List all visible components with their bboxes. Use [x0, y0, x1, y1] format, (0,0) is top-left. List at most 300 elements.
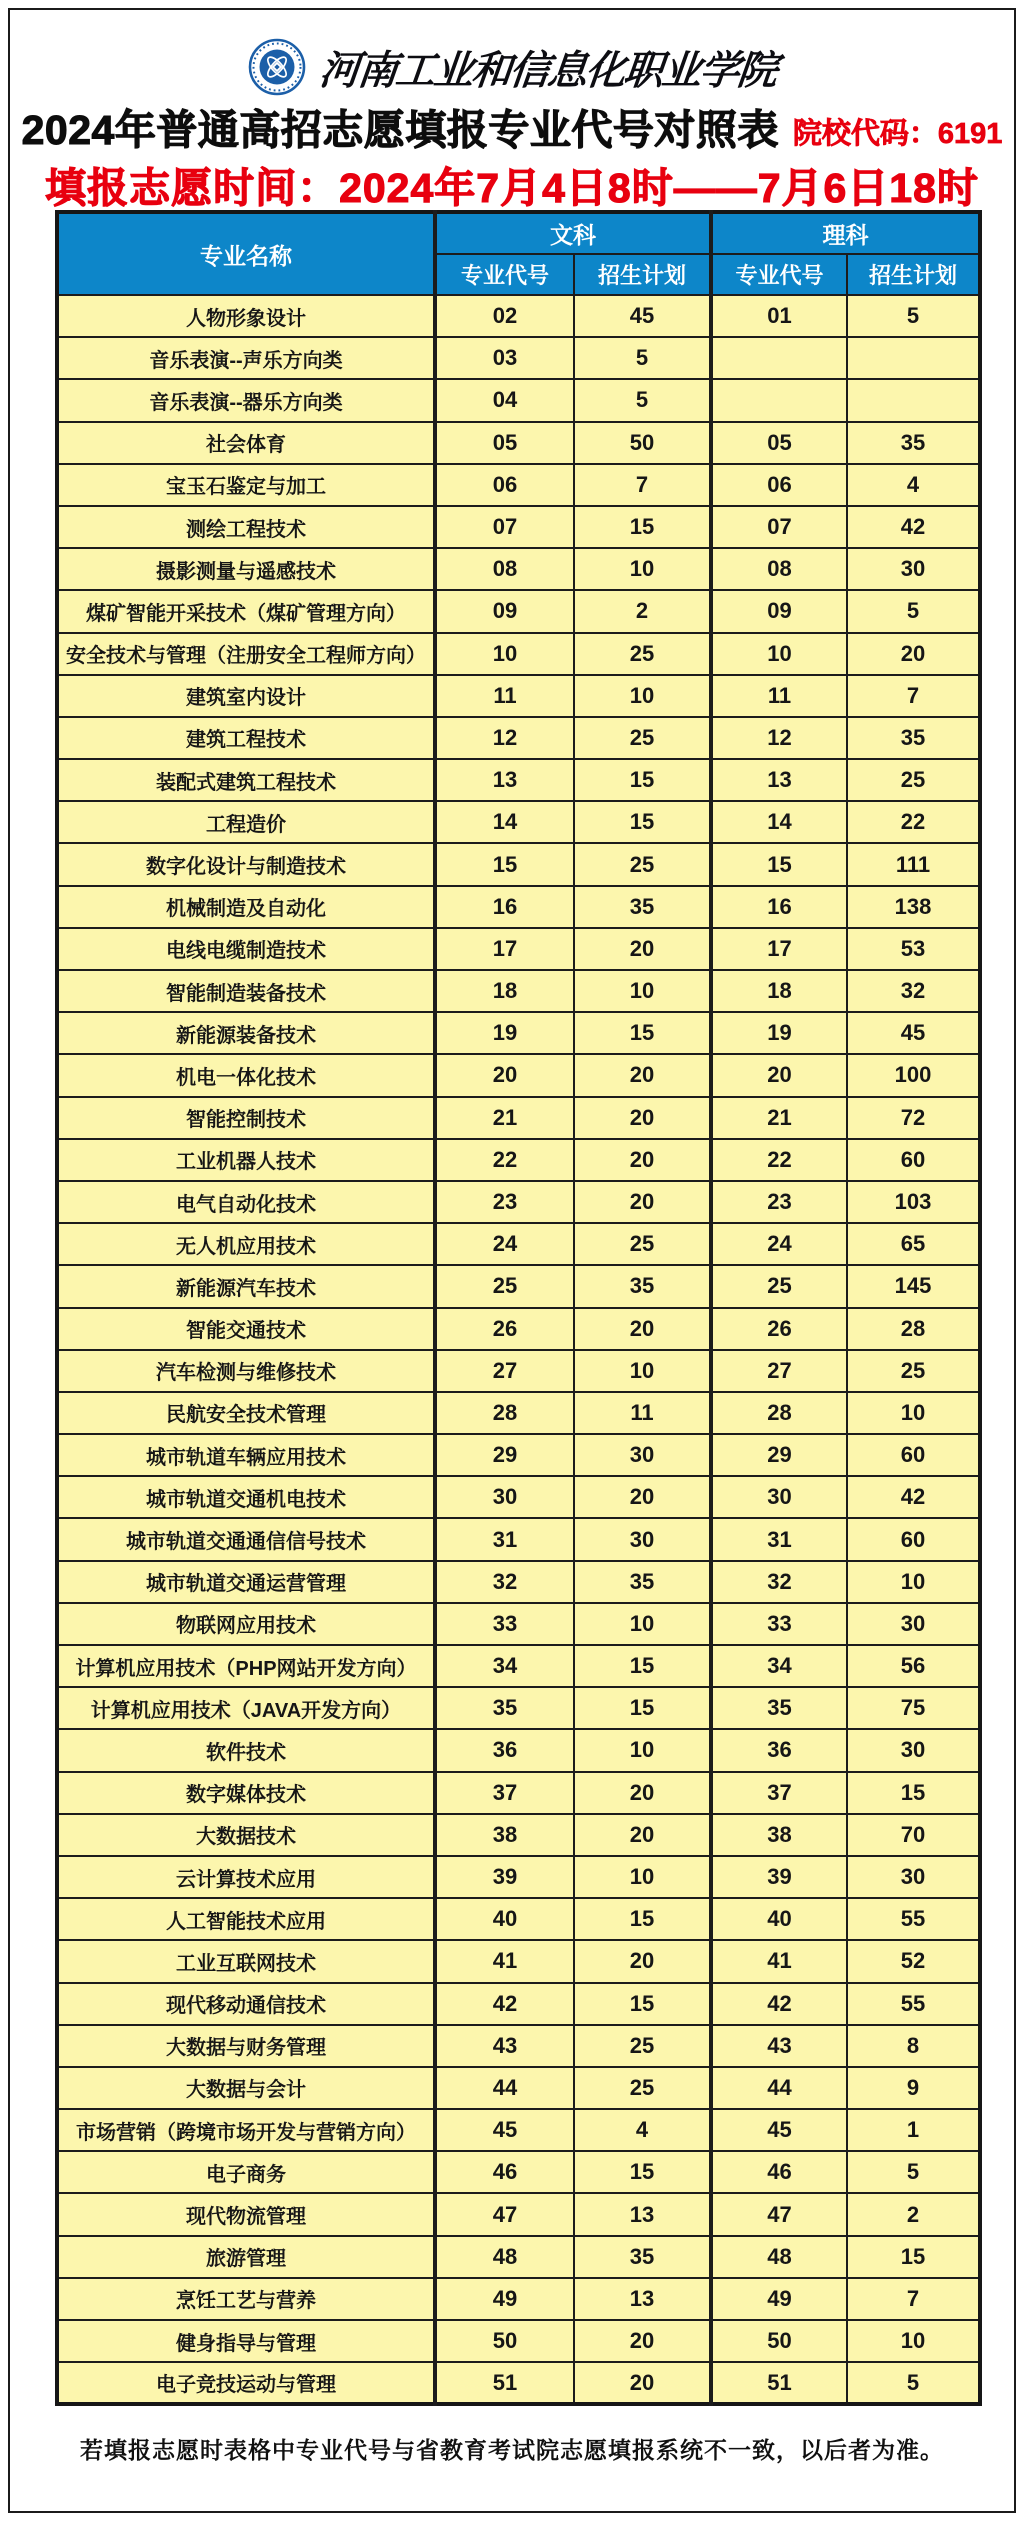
table-row — [57, 2193, 980, 2235]
cell-major-name: 计算机应用技术（JAVA开发方向） — [57, 1687, 435, 1729]
cell-major-name: 机械制造及自动化 — [57, 886, 435, 928]
cell-like-plan: 42 — [847, 506, 980, 548]
table-row — [57, 2025, 980, 2067]
table-row — [57, 1265, 980, 1307]
cell-wenke-plan: 20 — [574, 1940, 711, 1982]
cell-like-plan: 7 — [847, 675, 980, 717]
cell-like-plan: 7 — [847, 2278, 980, 2320]
cell-like-plan: 145 — [847, 1265, 980, 1307]
cell-wenke-code: 38 — [435, 1814, 574, 1856]
cell-like-code: 42 — [711, 1983, 847, 2025]
cell-wenke-plan: 25 — [574, 2067, 711, 2109]
cell-wenke-plan: 20 — [574, 1308, 711, 1350]
cell-major-name: 煤矿智能开采技术（煤矿管理方向） — [57, 590, 435, 632]
table-row — [57, 1097, 980, 1139]
cell-wenke-code: 07 — [435, 506, 574, 548]
cell-major-name: 汽车检测与维修技术 — [57, 1350, 435, 1392]
cell-like-plan: 45 — [847, 1012, 980, 1054]
cell-major-name: 人工智能技术应用 — [57, 1898, 435, 1940]
cell-major-name: 数字化设计与制造技术 — [57, 843, 435, 885]
cell-major-name: 音乐表演--器乐方向类 — [57, 379, 435, 421]
cell-wenke-plan: 20 — [574, 1772, 711, 1814]
cell-wenke-plan: 15 — [574, 801, 711, 843]
cell-wenke-plan: 20 — [574, 1054, 711, 1096]
cell-like-plan: 30 — [847, 1729, 980, 1771]
cell-wenke-code: 40 — [435, 1898, 574, 1940]
cell-like-code: 06 — [711, 464, 847, 506]
cell-major-name: 宝玉石鉴定与加工 — [57, 464, 435, 506]
cell-wenke-code: 28 — [435, 1392, 574, 1434]
cell-wenke-code: 33 — [435, 1603, 574, 1645]
cell-wenke-plan: 15 — [574, 759, 711, 801]
cell-major-name: 民航安全技术管理 — [57, 1392, 435, 1434]
cell-major-name: 建筑室内设计 — [57, 675, 435, 717]
title-row — [0, 97, 1024, 156]
cell-like-code: 37 — [711, 1772, 847, 1814]
cell-major-name: 烹饪工艺与营养 — [57, 2278, 435, 2320]
cell-wenke-code: 44 — [435, 2067, 574, 2109]
cell-like-code: 22 — [711, 1139, 847, 1181]
cell-major-name: 智能制造装备技术 — [57, 970, 435, 1012]
cell-wenke-code: 23 — [435, 1181, 574, 1223]
cell-like-code: 47 — [711, 2193, 847, 2235]
cell-wenke-plan: 15 — [574, 1687, 711, 1729]
cell-major-name: 工业互联网技术 — [57, 1940, 435, 1982]
table-row — [57, 2109, 980, 2151]
cell-like-plan: 4 — [847, 464, 980, 506]
table-row — [57, 1983, 980, 2025]
cell-like-plan: 22 — [847, 801, 980, 843]
table-row — [57, 928, 980, 970]
cell-wenke-plan: 50 — [574, 422, 711, 464]
cell-like-code: 18 — [711, 970, 847, 1012]
cell-wenke-plan: 35 — [574, 886, 711, 928]
table-row — [57, 801, 980, 843]
cell-like-code: 32 — [711, 1561, 847, 1603]
cell-wenke-code: 13 — [435, 759, 574, 801]
cell-like-plan: 56 — [847, 1645, 980, 1687]
cell-like-code: 24 — [711, 1223, 847, 1265]
cell-major-name: 电子商务 — [57, 2151, 435, 2193]
cell-wenke-code: 27 — [435, 1350, 574, 1392]
cell-like-plan: 28 — [847, 1308, 980, 1350]
cell-wenke-plan: 20 — [574, 2362, 711, 2404]
table-row — [57, 548, 980, 590]
cell-wenke-code: 17 — [435, 928, 574, 970]
cell-wenke-code: 16 — [435, 886, 574, 928]
cell-major-name: 测绘工程技术 — [57, 506, 435, 548]
cell-like-code: 40 — [711, 1898, 847, 1940]
majors-tbody — [57, 295, 980, 2404]
cell-wenke-code: 45 — [435, 2109, 574, 2151]
cell-wenke-plan: 15 — [574, 1012, 711, 1054]
cell-like-plan: 10 — [847, 1561, 980, 1603]
table-row — [57, 1518, 980, 1560]
cell-major-name: 云计算技术应用 — [57, 1856, 435, 1898]
cell-like-plan: 5 — [847, 2362, 980, 2404]
cell-like-plan: 53 — [847, 928, 980, 970]
cell-like-plan: 60 — [847, 1434, 980, 1476]
cell-major-name: 人物形象设计 — [57, 295, 435, 337]
cell-wenke-code: 31 — [435, 1518, 574, 1560]
cell-like-code: 41 — [711, 1940, 847, 1982]
cell-like-code: 31 — [711, 1518, 847, 1560]
table-row — [57, 633, 980, 675]
cell-wenke-code: 11 — [435, 675, 574, 717]
cell-wenke-code: 34 — [435, 1645, 574, 1687]
cell-like-plan: 70 — [847, 1814, 980, 1856]
table-row — [57, 1645, 980, 1687]
cell-like-plan: 60 — [847, 1139, 980, 1181]
table-row — [57, 337, 980, 379]
cell-wenke-code: 47 — [435, 2193, 574, 2235]
cell-wenke-code: 03 — [435, 337, 574, 379]
cell-wenke-plan: 10 — [574, 1729, 711, 1771]
table-row — [57, 2236, 980, 2278]
cell-wenke-plan: 2 — [574, 590, 711, 632]
cell-like-plan: 65 — [847, 1223, 980, 1265]
cell-wenke-plan: 35 — [574, 1265, 711, 1307]
cell-wenke-plan: 30 — [574, 1518, 711, 1560]
table-row — [57, 2278, 980, 2320]
cell-wenke-code: 02 — [435, 295, 574, 337]
cell-like-code: 15 — [711, 843, 847, 885]
cell-wenke-code: 04 — [435, 379, 574, 421]
cell-major-name: 新能源汽车技术 — [57, 1265, 435, 1307]
cell-major-name: 音乐表演--声乐方向类 — [57, 337, 435, 379]
cell-like-plan: 138 — [847, 886, 980, 928]
header-row-groups — [57, 212, 980, 254]
table-row — [57, 1476, 980, 1518]
cell-wenke-plan: 10 — [574, 675, 711, 717]
cell-like-plan: 8 — [847, 2025, 980, 2067]
cell-like-code: 16 — [711, 886, 847, 928]
cell-like-plan: 5 — [847, 590, 980, 632]
cell-wenke-code: 50 — [435, 2320, 574, 2362]
cell-like-code: 07 — [711, 506, 847, 548]
cell-like-plan: 10 — [847, 2320, 980, 2362]
cell-wenke-plan: 20 — [574, 1476, 711, 1518]
cell-like-plan: 30 — [847, 1603, 980, 1645]
cell-major-name: 工程造价 — [57, 801, 435, 843]
cell-major-name: 无人机应用技术 — [57, 1223, 435, 1265]
cell-wenke-code: 25 — [435, 1265, 574, 1307]
cell-wenke-code: 10 — [435, 633, 574, 675]
cell-wenke-code: 22 — [435, 1139, 574, 1181]
cell-major-name: 机电一体化技术 — [57, 1054, 435, 1096]
cell-wenke-code: 43 — [435, 2025, 574, 2067]
cell-wenke-plan: 20 — [574, 1139, 711, 1181]
cell-like-plan: 111 — [847, 843, 980, 885]
cell-wenke-plan: 10 — [574, 548, 711, 590]
cell-major-name: 电子竞技运动与管理 — [57, 2362, 435, 2404]
cell-wenke-code: 09 — [435, 590, 574, 632]
table-row — [57, 1181, 980, 1223]
table-row — [57, 464, 980, 506]
cell-like-plan: 60 — [847, 1518, 980, 1560]
table-row — [57, 1054, 980, 1096]
cell-like-code: 01 — [711, 295, 847, 337]
col-header-like-major-code: 专业代号 — [711, 254, 847, 295]
cell-like-plan: 35 — [847, 717, 980, 759]
cell-wenke-plan: 25 — [574, 717, 711, 759]
table-row — [57, 970, 980, 1012]
cell-like-code: 28 — [711, 1392, 847, 1434]
table-row — [57, 1687, 980, 1729]
cell-wenke-plan: 20 — [574, 2320, 711, 2362]
cell-wenke-code: 41 — [435, 1940, 574, 1982]
cell-like-plan: 9 — [847, 2067, 980, 2109]
school-code-badge: 院校代码：6191 — [792, 118, 1003, 150]
cell-major-name: 智能交通技术 — [57, 1308, 435, 1350]
cell-wenke-code: 46 — [435, 2151, 574, 2193]
table-row — [57, 675, 980, 717]
cell-wenke-plan: 30 — [574, 1434, 711, 1476]
col-header-major-name: 专业名称 — [57, 212, 435, 295]
cell-wenke-code: 30 — [435, 1476, 574, 1518]
cell-wenke-plan: 5 — [574, 379, 711, 421]
cell-like-plan: 2 — [847, 2193, 980, 2235]
cell-like-code: 35 — [711, 1687, 847, 1729]
cell-wenke-code: 39 — [435, 1856, 574, 1898]
majors-table-header — [57, 212, 980, 295]
cell-like-code: 05 — [711, 422, 847, 464]
cell-like-code: 36 — [711, 1729, 847, 1771]
schedule-banner: 填报志愿时间：2024年7月4日8时——7月6日18时 — [45, 165, 979, 211]
col-header-like-enrollment-plan: 招生计划 — [847, 254, 980, 295]
cell-wenke-plan: 45 — [574, 295, 711, 337]
footer-note: 若填报志愿时表格中专业代号与省教育考试院志愿填报系统不一致，以后者为准。 — [80, 2437, 944, 2463]
cell-wenke-code: 29 — [435, 1434, 574, 1476]
school-logo-icon — [248, 38, 306, 96]
cell-wenke-plan: 20 — [574, 1814, 711, 1856]
cell-wenke-code: 08 — [435, 548, 574, 590]
table-row — [57, 1350, 980, 1392]
cell-like-code: 39 — [711, 1856, 847, 1898]
cell-major-name: 现代移动通信技术 — [57, 1983, 435, 2025]
school-name: 河南工业和信息化职业学院 — [317, 46, 779, 94]
cell-wenke-code: 35 — [435, 1687, 574, 1729]
table-row — [57, 2067, 980, 2109]
cell-like-code: 30 — [711, 1476, 847, 1518]
table-row — [57, 717, 980, 759]
cell-like-plan — [847, 337, 980, 379]
table-row — [57, 1139, 980, 1181]
cell-like-plan: 35 — [847, 422, 980, 464]
cell-like-code: 50 — [711, 2320, 847, 2362]
cell-wenke-plan: 20 — [574, 1181, 711, 1223]
cell-major-name: 数字媒体技术 — [57, 1772, 435, 1814]
cell-like-code: 38 — [711, 1814, 847, 1856]
cell-like-plan: 25 — [847, 1350, 980, 1392]
cell-like-code: 29 — [711, 1434, 847, 1476]
cell-major-name: 市场营销（跨境市场开发与营销方向） — [57, 2109, 435, 2151]
brand-header — [0, 34, 1024, 100]
cell-like-code: 09 — [711, 590, 847, 632]
cell-wenke-plan: 11 — [574, 1392, 711, 1434]
table-row — [57, 1603, 980, 1645]
cell-wenke-code: 14 — [435, 801, 574, 843]
cell-like-plan: 30 — [847, 1856, 980, 1898]
cell-like-plan: 42 — [847, 1476, 980, 1518]
cell-like-code: 10 — [711, 633, 847, 675]
table-row — [57, 1729, 980, 1771]
cell-wenke-plan: 25 — [574, 1223, 711, 1265]
cell-wenke-plan: 25 — [574, 2025, 711, 2067]
cell-major-name: 健身指导与管理 — [57, 2320, 435, 2362]
cell-wenke-plan: 10 — [574, 970, 711, 1012]
table-row — [57, 1561, 980, 1603]
cell-like-plan: 75 — [847, 1687, 980, 1729]
table-row — [57, 1012, 980, 1054]
cell-like-code: 21 — [711, 1097, 847, 1139]
cell-like-plan: 52 — [847, 1940, 980, 1982]
table-row — [57, 2362, 980, 2404]
table-row — [57, 1223, 980, 1265]
cell-major-name: 社会体育 — [57, 422, 435, 464]
table-row — [57, 2320, 980, 2362]
cell-wenke-plan: 15 — [574, 2151, 711, 2193]
cell-wenke-code: 21 — [435, 1097, 574, 1139]
cell-like-code: 13 — [711, 759, 847, 801]
cell-wenke-plan: 15 — [574, 1645, 711, 1687]
table-row — [57, 422, 980, 464]
cell-wenke-code: 06 — [435, 464, 574, 506]
cell-major-name: 建筑工程技术 — [57, 717, 435, 759]
table-row — [57, 1434, 980, 1476]
cell-like-plan: 30 — [847, 548, 980, 590]
cell-wenke-code: 32 — [435, 1561, 574, 1603]
cell-like-plan: 15 — [847, 1772, 980, 1814]
cell-major-name: 软件技术 — [57, 1729, 435, 1771]
cell-like-code: 51 — [711, 2362, 847, 2404]
table-row — [57, 379, 980, 421]
cell-major-name: 智能控制技术 — [57, 1097, 435, 1139]
cell-like-code: 44 — [711, 2067, 847, 2109]
cell-like-code — [711, 379, 847, 421]
cell-wenke-plan: 10 — [574, 1350, 711, 1392]
table-row — [57, 843, 980, 885]
cell-wenke-plan: 25 — [574, 843, 711, 885]
cell-wenke-code: 12 — [435, 717, 574, 759]
cell-major-name: 城市轨道车辆应用技术 — [57, 1434, 435, 1476]
cell-like-plan: 25 — [847, 759, 980, 801]
table-row — [57, 1940, 980, 1982]
cell-wenke-code: 15 — [435, 843, 574, 885]
cell-wenke-plan: 10 — [574, 1856, 711, 1898]
cell-like-code: 27 — [711, 1350, 847, 1392]
cell-like-plan: 55 — [847, 1898, 980, 1940]
cell-wenke-code: 37 — [435, 1772, 574, 1814]
cell-wenke-plan: 5 — [574, 337, 711, 379]
cell-like-code: 33 — [711, 1603, 847, 1645]
cell-major-name: 城市轨道交通运营管理 — [57, 1561, 435, 1603]
table-row — [57, 1392, 980, 1434]
cell-like-code: 43 — [711, 2025, 847, 2067]
table-row — [57, 295, 980, 337]
cell-like-plan: 100 — [847, 1054, 980, 1096]
cell-like-plan: 55 — [847, 1983, 980, 2025]
col-header-wenke-major-code: 专业代号 — [435, 254, 574, 295]
cell-like-code: 25 — [711, 1265, 847, 1307]
table-row — [57, 886, 980, 928]
cell-wenke-code: 51 — [435, 2362, 574, 2404]
cell-wenke-plan: 15 — [574, 1898, 711, 1940]
cell-like-code: 14 — [711, 801, 847, 843]
cell-wenke-code: 05 — [435, 422, 574, 464]
page-title: 2024年普通高招志愿填报专业代号对照表 — [21, 107, 779, 153]
table-row — [57, 1814, 980, 1856]
table-row — [57, 1898, 980, 1940]
table-row — [57, 1772, 980, 1814]
cell-major-name: 大数据与会计 — [57, 2067, 435, 2109]
cell-like-code: 34 — [711, 1645, 847, 1687]
cell-wenke-code: 20 — [435, 1054, 574, 1096]
table-row — [57, 1308, 980, 1350]
cell-like-plan: 1 — [847, 2109, 980, 2151]
cell-like-plan: 5 — [847, 2151, 980, 2193]
cell-like-plan: 10 — [847, 1392, 980, 1434]
cell-wenke-code: 26 — [435, 1308, 574, 1350]
cell-like-code: 12 — [711, 717, 847, 759]
cell-like-code: 26 — [711, 1308, 847, 1350]
cell-like-code: 45 — [711, 2109, 847, 2151]
cell-like-code — [711, 337, 847, 379]
cell-wenke-plan: 35 — [574, 2236, 711, 2278]
col-header-science: 理科 — [711, 212, 980, 254]
cell-wenke-plan: 20 — [574, 928, 711, 970]
cell-wenke-plan: 20 — [574, 1097, 711, 1139]
cell-wenke-code: 48 — [435, 2236, 574, 2278]
cell-wenke-plan: 13 — [574, 2278, 711, 2320]
cell-like-code: 19 — [711, 1012, 847, 1054]
col-header-wenke-enrollment-plan: 招生计划 — [574, 254, 711, 295]
cell-wenke-plan: 13 — [574, 2193, 711, 2235]
cell-major-name: 安全技术与管理（注册安全工程师方向） — [57, 633, 435, 675]
cell-wenke-plan: 4 — [574, 2109, 711, 2151]
cell-wenke-code: 36 — [435, 1729, 574, 1771]
cell-like-plan: 72 — [847, 1097, 980, 1139]
cell-major-name: 电线电缆制造技术 — [57, 928, 435, 970]
cell-like-code: 48 — [711, 2236, 847, 2278]
cell-like-plan: 15 — [847, 2236, 980, 2278]
cell-like-code: 46 — [711, 2151, 847, 2193]
cell-like-plan: 32 — [847, 970, 980, 1012]
cell-like-code: 23 — [711, 1181, 847, 1223]
cell-like-code: 17 — [711, 928, 847, 970]
cell-major-name: 新能源装备技术 — [57, 1012, 435, 1054]
table-row — [57, 759, 980, 801]
cell-wenke-plan: 15 — [574, 506, 711, 548]
cell-major-name: 工业机器人技术 — [57, 1139, 435, 1181]
cell-major-name: 城市轨道交通通信信号技术 — [57, 1518, 435, 1560]
table-row — [57, 2151, 980, 2193]
table-row — [57, 506, 980, 548]
majors-table — [55, 210, 982, 2406]
cell-wenke-code: 49 — [435, 2278, 574, 2320]
cell-major-name: 物联网应用技术 — [57, 1603, 435, 1645]
table-row — [57, 1856, 980, 1898]
cell-wenke-plan: 35 — [574, 1561, 711, 1603]
cell-like-code: 49 — [711, 2278, 847, 2320]
cell-like-plan: 20 — [847, 633, 980, 675]
cell-major-name: 大数据技术 — [57, 1814, 435, 1856]
cell-like-code: 08 — [711, 548, 847, 590]
cell-wenke-plan: 25 — [574, 633, 711, 675]
cell-major-name: 装配式建筑工程技术 — [57, 759, 435, 801]
table-row — [57, 590, 980, 632]
cell-major-name: 电气自动化技术 — [57, 1181, 435, 1223]
